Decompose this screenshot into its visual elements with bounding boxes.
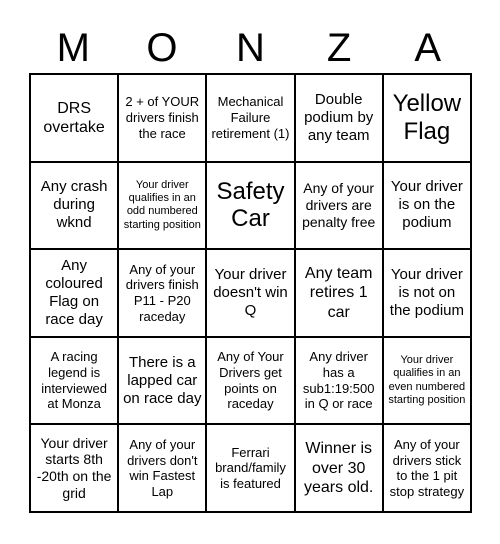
bingo-cell[interactable]: Double podium by any team [295,74,383,162]
bingo-cell[interactable]: Any team retires 1 car [295,249,383,337]
bingo-cell[interactable]: Any of your drivers are penalty free [295,162,383,250]
title-letter-2: O [146,25,178,70]
bingo-cell[interactable]: Your driver starts 8th -20th on the grid [30,424,118,512]
bingo-cell[interactable]: Ferrari brand/family is featured [206,424,294,512]
title-letter-1: M [56,25,90,70]
bingo-cell[interactable]: Any crash during wknd [30,162,118,250]
title-letter-3: N [236,25,265,70]
bingo-cell[interactable]: DRS overtake [30,74,118,162]
bingo-cell[interactable]: 2 + of YOUR drivers finish the race [118,74,206,162]
bingo-cell[interactable]: Winner is over 30 years old. [295,424,383,512]
bingo-grid [29,73,472,513]
bingo-cell[interactable]: Any of your drivers finish P11 - P20 raceday [118,249,206,337]
bingo-title [29,22,472,74]
bingo-cell[interactable]: Your driver is not on the podium [383,249,471,337]
bingo-cell[interactable]: Yellow Flag [383,74,471,162]
title-letter-5: A [414,25,442,70]
bingo-cell[interactable]: Any driver has a sub1:19:500 in Q or race [295,337,383,425]
bingo-cell[interactable]: Any coloured Flag on race day [30,249,118,337]
bingo-cell[interactable]: Any of your drivers stick to the 1 pit stop strategy [383,424,471,512]
bingo-cell[interactable]: Mechanical Failure retirement (1) [206,74,294,162]
bingo-cell[interactable]: Your driver doesn't win Q [206,249,294,337]
bingo-cell[interactable]: Any of Your Drivers get points on raceday [206,337,294,425]
bingo-cell[interactable]: A racing legend is interviewed at Monza [30,337,118,425]
bingo-cell[interactable]: Any of your drivers don't win Fastest Lap [118,424,206,512]
bingo-cell[interactable]: Safety Car [206,162,294,250]
bingo-cell[interactable]: There is a lapped car on race day [118,337,206,425]
bingo-cell[interactable]: Your driver qualifies in an even numbered starting position [383,337,471,425]
bingo-cell[interactable]: Your driver is on the podium [383,162,471,250]
bingo-cell[interactable]: Your driver qualifies in an odd numbered starting position [118,162,206,250]
title-letter-4: Z [326,25,352,70]
